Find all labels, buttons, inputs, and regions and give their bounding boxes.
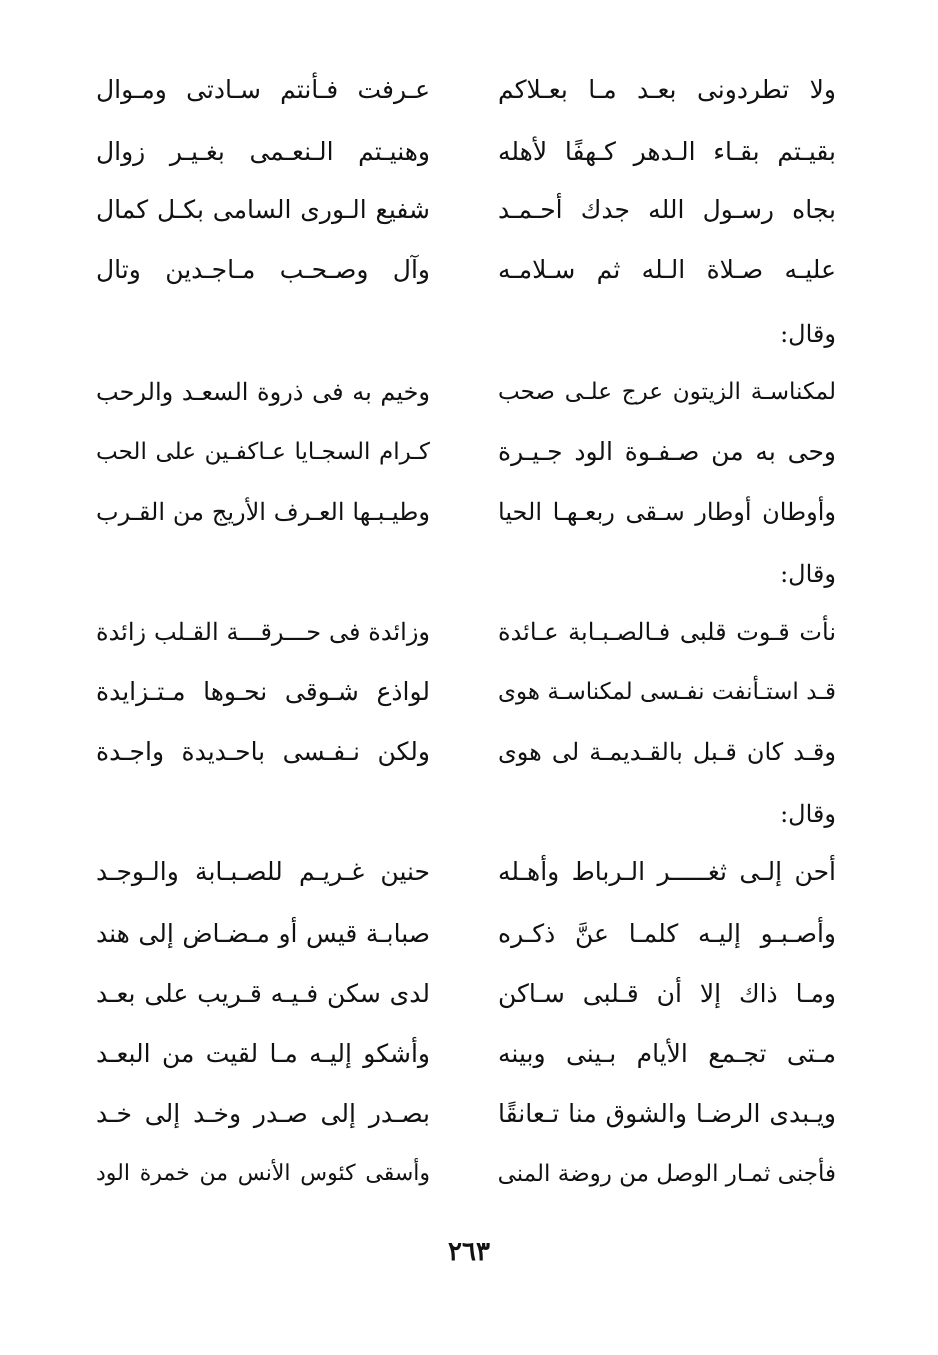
verse [0,1034,938,1074]
second-hemistich: وهنيـتم الـنعـمى بغـيـر زوال [96,137,430,166]
second-hemistich: عـرفت فـأنتم سـادتى ومـوال [96,75,430,104]
page-number: ٢٦٣ [448,1237,490,1267]
verse [0,250,938,290]
verse [0,132,938,172]
first-hemistich: قـد استـأنفت نفـسى لمكناسـة هوى [498,679,836,705]
second-hemistich: بصـدر إلى صـدر وخـد إلى خـد [96,1099,430,1128]
verse [0,732,938,772]
first-hemistich: فأجنى ثمـار الوصل من روضة المنى [498,1161,836,1187]
second-hemistich: وزائدة فى حـــرقـــة القـلب زائدة [96,618,430,646]
second-hemistich: وأسقى كئوس الأنس من خمرة الود [96,1161,430,1186]
second-hemistich: وخيم به فى ذروة السعـد والرحب [96,378,430,406]
verse [0,1154,938,1194]
verse [0,852,938,892]
first-hemistich: ولا تطردونى بعـد مـا بعـلاكم [498,75,836,104]
poem-intro-said: وقال: [780,320,836,348]
second-hemistich: لدى سكن فـيـه قـريب على بعـد [96,979,430,1008]
first-hemistich: وحى به من صـفـوة الود جـيـرة [498,437,836,466]
first-hemistich: وقـد كان قـبل بالقـديمـة لى هوى [498,738,836,766]
second-hemistich: وطيـبـها العـرف الأريج من القـرب [96,498,430,526]
second-hemistich: صبابـة قيس أو مـضـاض إلى هند [96,919,430,948]
verse [0,432,938,472]
second-hemistich: شفيع الـورى السامى بكـل كمال [96,195,430,224]
first-hemistich: مـتى تجـمع الأيام بـينى وبينه [498,1039,836,1068]
second-hemistich: وأشكو إليـه مـا لقيت من البعـد [96,1039,430,1068]
second-hemistich: وآل وصـحـب مـاجـدين وتال [96,255,430,284]
first-hemistich: لمكناسـة الزيتون عرج علـى صحب [498,379,836,405]
first-hemistich: وأصـبـو إليـه كلمـا عنَّ ذكـره [498,919,836,948]
first-hemistich: نأت قـوت قلبى فـالصـبـابة عـائدة [498,618,836,646]
poem-intro-said: وقال: [780,560,836,588]
first-hemistich: عليـه صـلاة الـله ثم سـلامـه [498,255,836,284]
second-hemistich: حنين غـريـم للصـبـابة والـوجـد [96,857,430,886]
first-hemistich: وأوطان أوطار سـقى ربعـهـا الحيا [498,498,836,526]
verse [0,190,938,230]
first-hemistich: أحن إلـى ثغـــــر الـرباط وأهـله [498,857,836,886]
first-hemistich: بجاه رسـول الله جدك أحـمـد [498,195,836,224]
first-hemistich: بقيـتم بقـاء الـدهر كـهفًا لأهله [498,137,836,166]
first-hemistich: ومـا ذاك إلا أن قـلبى سـاكن [498,979,836,1008]
verse [0,492,938,532]
poem-intro-said: وقال: [780,800,836,828]
verse [0,914,938,954]
verse [0,974,938,1014]
verse [0,672,938,712]
first-hemistich: ويـبدى الرضـا والشوق منا تـعانقًا [498,1099,836,1128]
second-hemistich: كـرام السجـايا عـاكفـين على الحب [96,439,430,465]
second-hemistich: ولكن نـفـسى باحـديدة واجـدة [96,737,430,766]
verse [0,1094,938,1134]
verse [0,70,938,110]
verse [0,612,938,652]
verse [0,372,938,412]
second-hemistich: لواذع شـوقى نحـوها مـتـزايدة [96,677,430,706]
